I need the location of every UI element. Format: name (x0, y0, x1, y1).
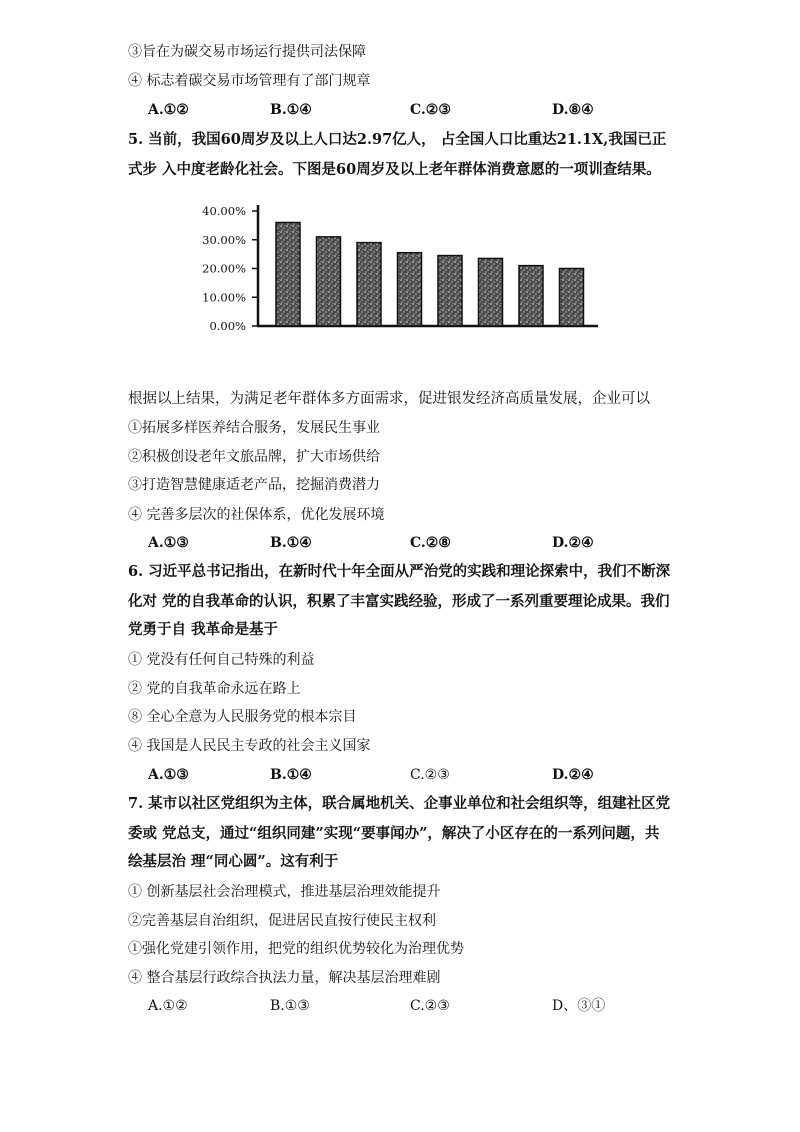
q5-choice-d: D.②④ (552, 535, 594, 551)
q6-choice-d: D.②④ (552, 767, 594, 783)
q6-stem-line-2: 化对 党的自我革命的认识，积累了丰富实践经验，形成了一系列重要理论成果。我们 (128, 593, 670, 610)
q7-choice-c: C.②③ (410, 998, 450, 1014)
q5-stem-line-1: 5. 当前，我国60周岁及以上人口达2.97亿人， 占全国人口比重达21.1X,我国已正 (128, 131, 667, 148)
q4-choice-c: C.②③ (410, 102, 451, 118)
q7-option-2: ②完善基层自治组织，促进居民直按行使民主权利 (128, 913, 436, 929)
q6-option-2: ② 党的自我革命永远在路上 (128, 681, 301, 697)
y-tick-label: 40.00% (202, 204, 246, 218)
q6-option-1: ① 党没有任何自己特殊的利益 (128, 652, 315, 668)
bar-6 (479, 258, 503, 326)
q5-option-3: ③打造智慧健康适老产品，挖掘消费潜力 (128, 477, 380, 493)
y-axis-tick-labels (202, 204, 258, 333)
q7-option-3: ①强化党建引领作用，把党的组织优势较化为治理优势 (128, 941, 464, 957)
bar-7 (519, 266, 543, 326)
y-tick-label: 0.00% (209, 319, 246, 333)
q4-choice-d: D.⑧④ (552, 102, 594, 118)
consumption-intent-bar-chart (190, 195, 610, 345)
bar-8 (560, 269, 584, 327)
q6-choice-a: A.①③ (148, 767, 189, 783)
q5-stem-line-2: 式步 入中度老龄化社会。下图是60周岁及以上老年群体消费意愿的一项训查结果。 (128, 161, 661, 178)
q5-choice-a: A.①③ (148, 535, 189, 551)
q7-option-1: ① 创新基层社会治理模式，推进基层治理效能提升 (128, 884, 441, 900)
q6-option-4: ④ 我国是人民民主专政的社会主义国家 (128, 738, 371, 754)
q6-choice-b: B.①④ (270, 767, 312, 783)
q7-choice-d: D、③① (552, 998, 606, 1014)
q7-choice-b: B.①③ (270, 998, 310, 1014)
q4-choice-a: A.①② (148, 102, 189, 118)
bar-2 (317, 237, 341, 326)
q5-option-2: ②积极创设老年文旅品牌，扩大市场供给 (128, 449, 380, 465)
q4-option-3: ③旨在为碳交易市场运行提供司法保障 (128, 44, 366, 60)
q6-stem-line-1: 6. 习近平总书记指出，在新时代十年全面从严治党的实践和理论探索中，我们不断深 (128, 563, 671, 580)
bar-3 (357, 243, 381, 326)
y-tick-label: 30.00% (202, 232, 246, 247)
bar-4 (398, 253, 422, 326)
q5-option-1: ①拓展多样医养结合服务，发展民生事业 (128, 420, 380, 436)
bar-1 (276, 223, 300, 327)
q7-option-4: ④ 整合基层行政综合执法力量，解决基层治理难剧 (128, 970, 441, 986)
q4-option-4: ④ 标志着碳交易市场管理有了部门规章 (128, 73, 371, 89)
q6-stem-line-3: 党勇于自 我革命是基于 (128, 621, 279, 638)
bar-5 (438, 256, 462, 326)
q5-choice-b: B.①④ (270, 535, 312, 551)
q5-question: 根据以上结果，为满足老年群体多方面需求，促进银发经济高质量发展，企业可以 (128, 391, 650, 407)
q4-choice-b: B.①④ (270, 102, 312, 118)
q5-option-4: ④ 完善多层次的社保体系，优化发展环境 (128, 507, 385, 523)
q7-stem-line-1: 7. 某市以社区党组织为主体，联合属地机关、企事业单位和社会组织等，组建社区党 (128, 795, 671, 812)
q7-stem-line-2: 委或 党总支，通过“组织同建”实现“要事闻办”，解决了小区存在的一系列问题，共 (128, 825, 660, 842)
q5-choice-c: C.②⑧ (410, 535, 451, 551)
q7-choice-a: A.①② (148, 998, 188, 1014)
bar-series (276, 223, 584, 327)
y-tick-label: 20.00% (202, 261, 246, 276)
y-tick-label: 10.00% (202, 290, 246, 305)
q7-stem-line-3: 绘基层治 理“同心圆”。这有利于 (128, 853, 339, 870)
q6-choice-c: C.②③ (410, 767, 450, 783)
q6-option-3: ⑧ 全心全意为人民服务党的根本宗目 (128, 709, 357, 725)
